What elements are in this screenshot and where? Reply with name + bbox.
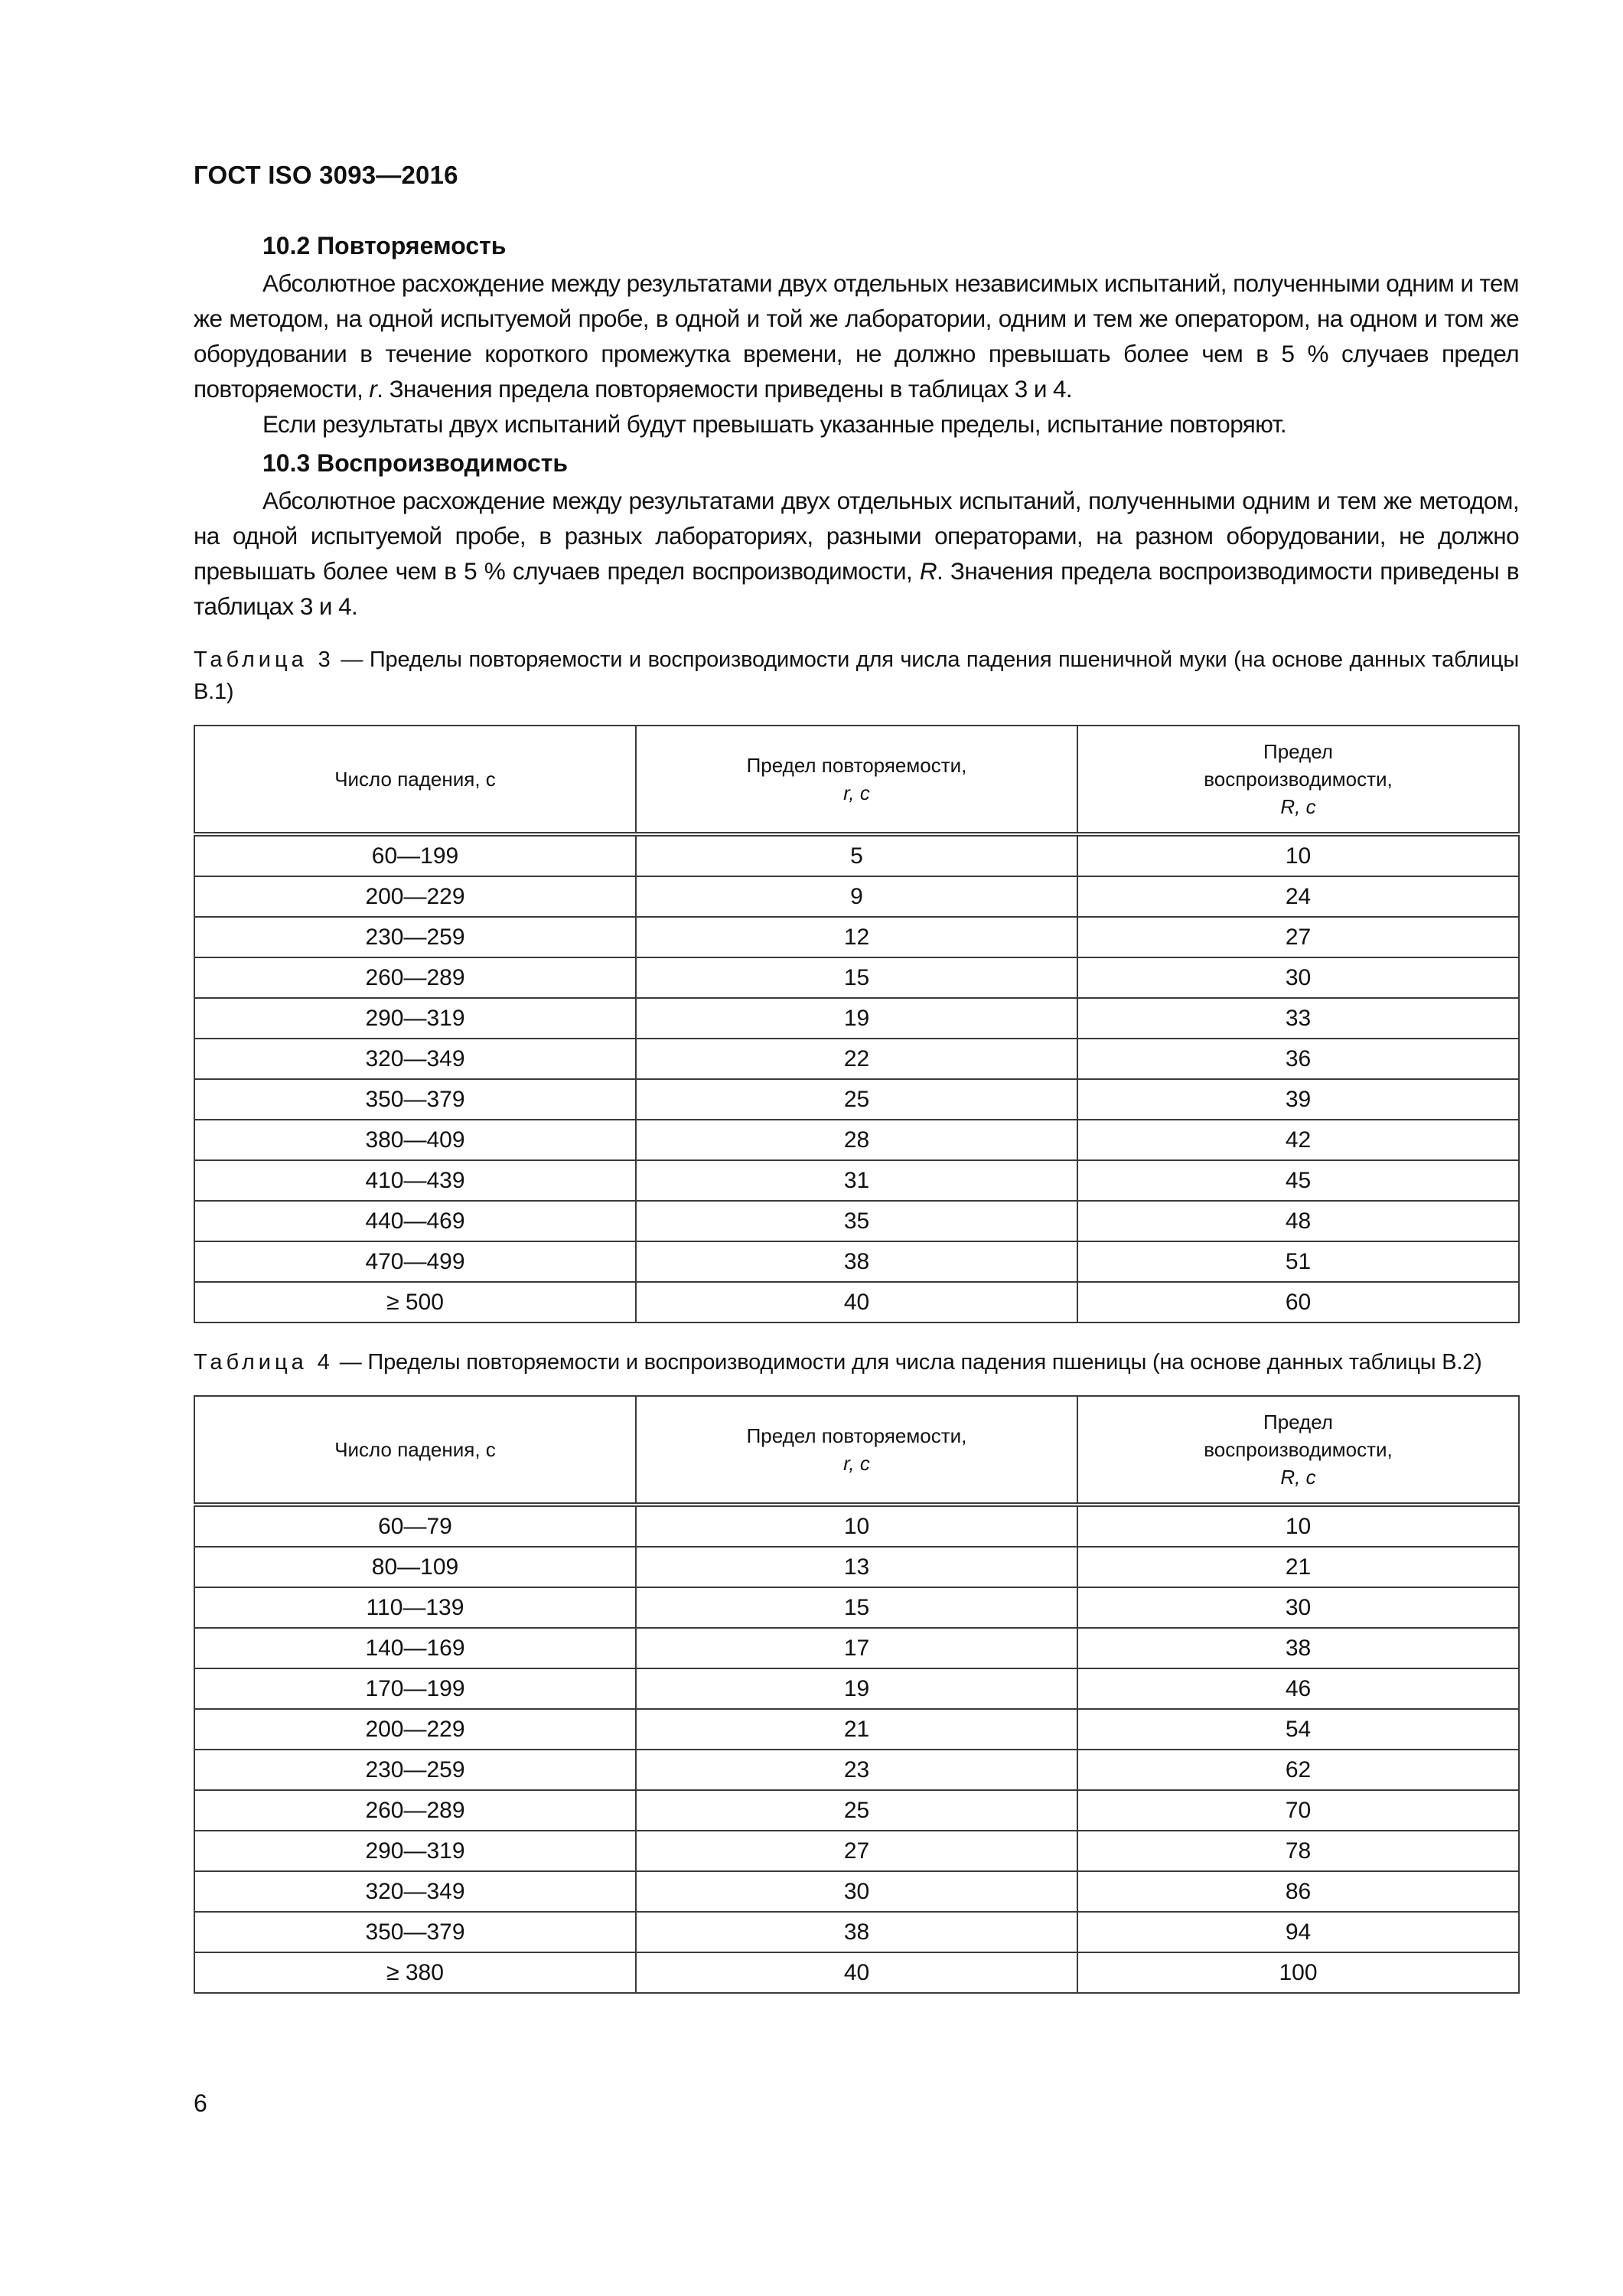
cell-reproducibility: 38 xyxy=(1077,1628,1519,1668)
cell-repeatability: 35 xyxy=(636,1201,1077,1241)
table-row xyxy=(194,1120,1519,1160)
table-row xyxy=(194,834,1519,876)
cell-reproducibility: 10 xyxy=(1077,1505,1519,1547)
cell-reproducibility: 45 xyxy=(1077,1160,1519,1201)
cell-falling-number: 200—229 xyxy=(194,876,636,917)
table-row xyxy=(194,1505,1519,1547)
header-repeatability-limit xyxy=(636,726,1077,834)
cell-falling-number: 140—169 xyxy=(194,1628,636,1668)
table-4-body xyxy=(194,1505,1519,1993)
section-heading-repeatability: 10.2 Повторяемость xyxy=(262,232,507,259)
paragraph-reproducibility xyxy=(194,483,1519,624)
cell-falling-number: 380—409 xyxy=(194,1120,636,1160)
table-label: Таблица 4 xyxy=(194,1350,334,1375)
header-falling-number: Число падения, с xyxy=(194,726,636,834)
cell-reproducibility: 30 xyxy=(1077,957,1519,998)
cell-repeatability: 15 xyxy=(636,1587,1077,1628)
paragraph-repeat-test: Если результаты двух испытаний будут превышать указанные пределы, испытание повторяют. xyxy=(262,410,1287,438)
header-text: Предел xyxy=(1263,1411,1333,1433)
table-3-body xyxy=(194,834,1519,1322)
table-row xyxy=(194,998,1519,1039)
cell-falling-number: 410—439 xyxy=(194,1160,636,1201)
cell-falling-number: 230—259 xyxy=(194,917,636,957)
cell-reproducibility: 27 xyxy=(1077,917,1519,957)
cell-repeatability: 25 xyxy=(636,1079,1077,1120)
table-row xyxy=(194,1668,1519,1709)
cell-repeatability: 28 xyxy=(636,1120,1077,1160)
cell-reproducibility: 10 xyxy=(1077,834,1519,876)
table-row xyxy=(194,1831,1519,1871)
table-3 xyxy=(194,725,1520,1323)
cell-reproducibility: 62 xyxy=(1077,1750,1519,1790)
cell-repeatability: 23 xyxy=(636,1750,1077,1790)
table-row xyxy=(194,876,1519,917)
cell-reproducibility: 21 xyxy=(1077,1547,1519,1587)
table-dash: — xyxy=(333,1350,368,1375)
cell-repeatability: 13 xyxy=(636,1547,1077,1587)
cell-repeatability: 10 xyxy=(636,1505,1077,1547)
cell-falling-number: 260—289 xyxy=(194,957,636,998)
header-repeatability-limit xyxy=(636,1396,1077,1505)
header-symbol: r, с xyxy=(843,781,870,804)
cell-reproducibility: 78 xyxy=(1077,1831,1519,1871)
cell-reproducibility: 33 xyxy=(1077,998,1519,1039)
table-row xyxy=(194,1709,1519,1750)
header-text: Предел повторяемости, xyxy=(746,1424,967,1447)
cell-reproducibility: 39 xyxy=(1077,1079,1519,1120)
cell-reproducibility: 54 xyxy=(1077,1709,1519,1750)
table-row xyxy=(194,1282,1519,1322)
table-row xyxy=(194,1628,1519,1668)
table-row xyxy=(194,1547,1519,1587)
cell-reproducibility: 94 xyxy=(1077,1912,1519,1952)
cell-reproducibility: 30 xyxy=(1077,1587,1519,1628)
table-header-row xyxy=(194,1396,1519,1505)
cell-falling-number: 440—469 xyxy=(194,1201,636,1241)
cell-repeatability: 15 xyxy=(636,957,1077,998)
page-number: 6 xyxy=(194,2089,207,2117)
paragraph-repeatability xyxy=(194,266,1519,406)
cell-falling-number: 290—319 xyxy=(194,998,636,1039)
cell-falling-number: ≥ 380 xyxy=(194,1952,636,1993)
symbol-R: R xyxy=(919,557,937,585)
table-row xyxy=(194,1952,1519,1993)
cell-repeatability: 22 xyxy=(636,1039,1077,1079)
header-reproducibility-limit xyxy=(1077,726,1519,834)
table-row xyxy=(194,917,1519,957)
header-text: Предел повторяемости, xyxy=(746,754,967,777)
cell-reproducibility: 51 xyxy=(1077,1241,1519,1282)
cell-falling-number: 170—199 xyxy=(194,1668,636,1709)
cell-reproducibility: 60 xyxy=(1077,1282,1519,1322)
cell-repeatability: 38 xyxy=(636,1912,1077,1952)
cell-falling-number: 320—349 xyxy=(194,1039,636,1079)
cell-repeatability: 5 xyxy=(636,834,1077,876)
header-reproducibility-limit xyxy=(1077,1396,1519,1505)
cell-repeatability: 40 xyxy=(636,1282,1077,1322)
cell-falling-number: 80—109 xyxy=(194,1547,636,1587)
cell-falling-number: 470—499 xyxy=(194,1241,636,1282)
section-heading-reproducibility: 10.3 Воспроизводимость xyxy=(262,449,569,477)
table-row xyxy=(194,1160,1519,1201)
cell-reproducibility: 42 xyxy=(1077,1120,1519,1160)
cell-reproducibility: 48 xyxy=(1077,1201,1519,1241)
symbol-r: r xyxy=(369,375,377,403)
cell-repeatability: 21 xyxy=(636,1709,1077,1750)
cell-falling-number: 110—139 xyxy=(194,1587,636,1628)
header-text: Предел xyxy=(1263,740,1333,763)
cell-falling-number: 200—229 xyxy=(194,1709,636,1750)
cell-repeatability: 31 xyxy=(636,1160,1077,1201)
table-dash: — xyxy=(334,647,370,672)
table-row xyxy=(194,1912,1519,1952)
cell-repeatability: 38 xyxy=(636,1241,1077,1282)
table-row xyxy=(194,1750,1519,1790)
document-body xyxy=(194,226,1519,1994)
cell-falling-number: ≥ 500 xyxy=(194,1282,636,1322)
table-4-caption xyxy=(194,1346,1519,1378)
cell-repeatability: 9 xyxy=(636,876,1077,917)
cell-falling-number: 350—379 xyxy=(194,1912,636,1952)
table-row xyxy=(194,1241,1519,1282)
cell-reproducibility: 86 xyxy=(1077,1871,1519,1912)
cell-repeatability: 12 xyxy=(636,917,1077,957)
table-row xyxy=(194,1871,1519,1912)
header-falling-number: Число падения, с xyxy=(194,1396,636,1505)
cell-reproducibility: 24 xyxy=(1077,876,1519,917)
cell-falling-number: 230—259 xyxy=(194,1750,636,1790)
table-row xyxy=(194,957,1519,998)
cell-falling-number: 260—289 xyxy=(194,1790,636,1831)
header-symbol: r, с xyxy=(843,1452,870,1475)
cell-reproducibility: 100 xyxy=(1077,1952,1519,1993)
cell-repeatability: 25 xyxy=(636,1790,1077,1831)
header-text: воспроизводимости, xyxy=(1204,768,1393,791)
table-row xyxy=(194,1039,1519,1079)
table-label: Таблица 3 xyxy=(194,647,334,672)
cell-repeatability: 40 xyxy=(636,1952,1077,1993)
table-4 xyxy=(194,1395,1520,1994)
cell-falling-number: 320—349 xyxy=(194,1871,636,1912)
paragraph-text: . Значения предела повторяемости приведены в таблицах 3 и 4. xyxy=(376,375,1073,403)
cell-repeatability: 19 xyxy=(636,998,1077,1039)
table-3-caption xyxy=(194,644,1519,708)
cell-falling-number: 350—379 xyxy=(194,1079,636,1120)
header-symbol: R, с xyxy=(1280,1466,1316,1489)
paragraph-text: . Значения предела воспроизводимости приведены в таблицах 3 и 4. xyxy=(194,557,1519,620)
header-text: воспроизводимости, xyxy=(1204,1438,1393,1461)
cell-repeatability: 27 xyxy=(636,1831,1077,1871)
cell-falling-number: 290—319 xyxy=(194,1831,636,1871)
paragraph-text: Абсолютное расхождение между результатами двух отдельных испытаний, полученными одним и тем же методом, на одной испытуемой пробе, в разных лабораториях, разными операторами, на разном оборудовании, не должно превышать более чем в 5 % случаев предел воспроизводимости, xyxy=(194,487,1519,585)
table-row xyxy=(194,1079,1519,1120)
table-row xyxy=(194,1587,1519,1628)
cell-repeatability: 17 xyxy=(636,1628,1077,1668)
table-row xyxy=(194,1201,1519,1241)
cell-reproducibility: 36 xyxy=(1077,1039,1519,1079)
cell-falling-number: 60—199 xyxy=(194,834,636,876)
cell-falling-number: 60—79 xyxy=(194,1505,636,1547)
document-header: ГОСТ ISO 3093—2016 xyxy=(194,161,458,189)
header-symbol: R, с xyxy=(1280,795,1316,818)
table-header-row xyxy=(194,726,1519,834)
cell-reproducibility: 46 xyxy=(1077,1668,1519,1709)
table-caption-text: Пределы повторяемости и воспроизводимости для числа падения пшеницы (на основе данных таблицы В.2) xyxy=(367,1350,1482,1375)
paragraph-text: Абсолютное расхождение между результатами двух отдельных независимых испытаний, полученными одним и тем же методом, на одной испытуемой пробе, в одной и той же лаборатории, одним и тем же оператором, на одном и том же оборудовании в течение короткого промежутка времени, не должно превышать более чем в 5 % случаев предел повторяемости, xyxy=(194,269,1519,403)
cell-repeatability: 30 xyxy=(636,1871,1077,1912)
table-row xyxy=(194,1790,1519,1831)
table-caption-text: Пределы повторяемости и воспроизводимости для числа падения пшеничной муки (на основе данных таблицы В.1) xyxy=(194,647,1519,704)
cell-reproducibility: 70 xyxy=(1077,1790,1519,1831)
cell-repeatability: 19 xyxy=(636,1668,1077,1709)
